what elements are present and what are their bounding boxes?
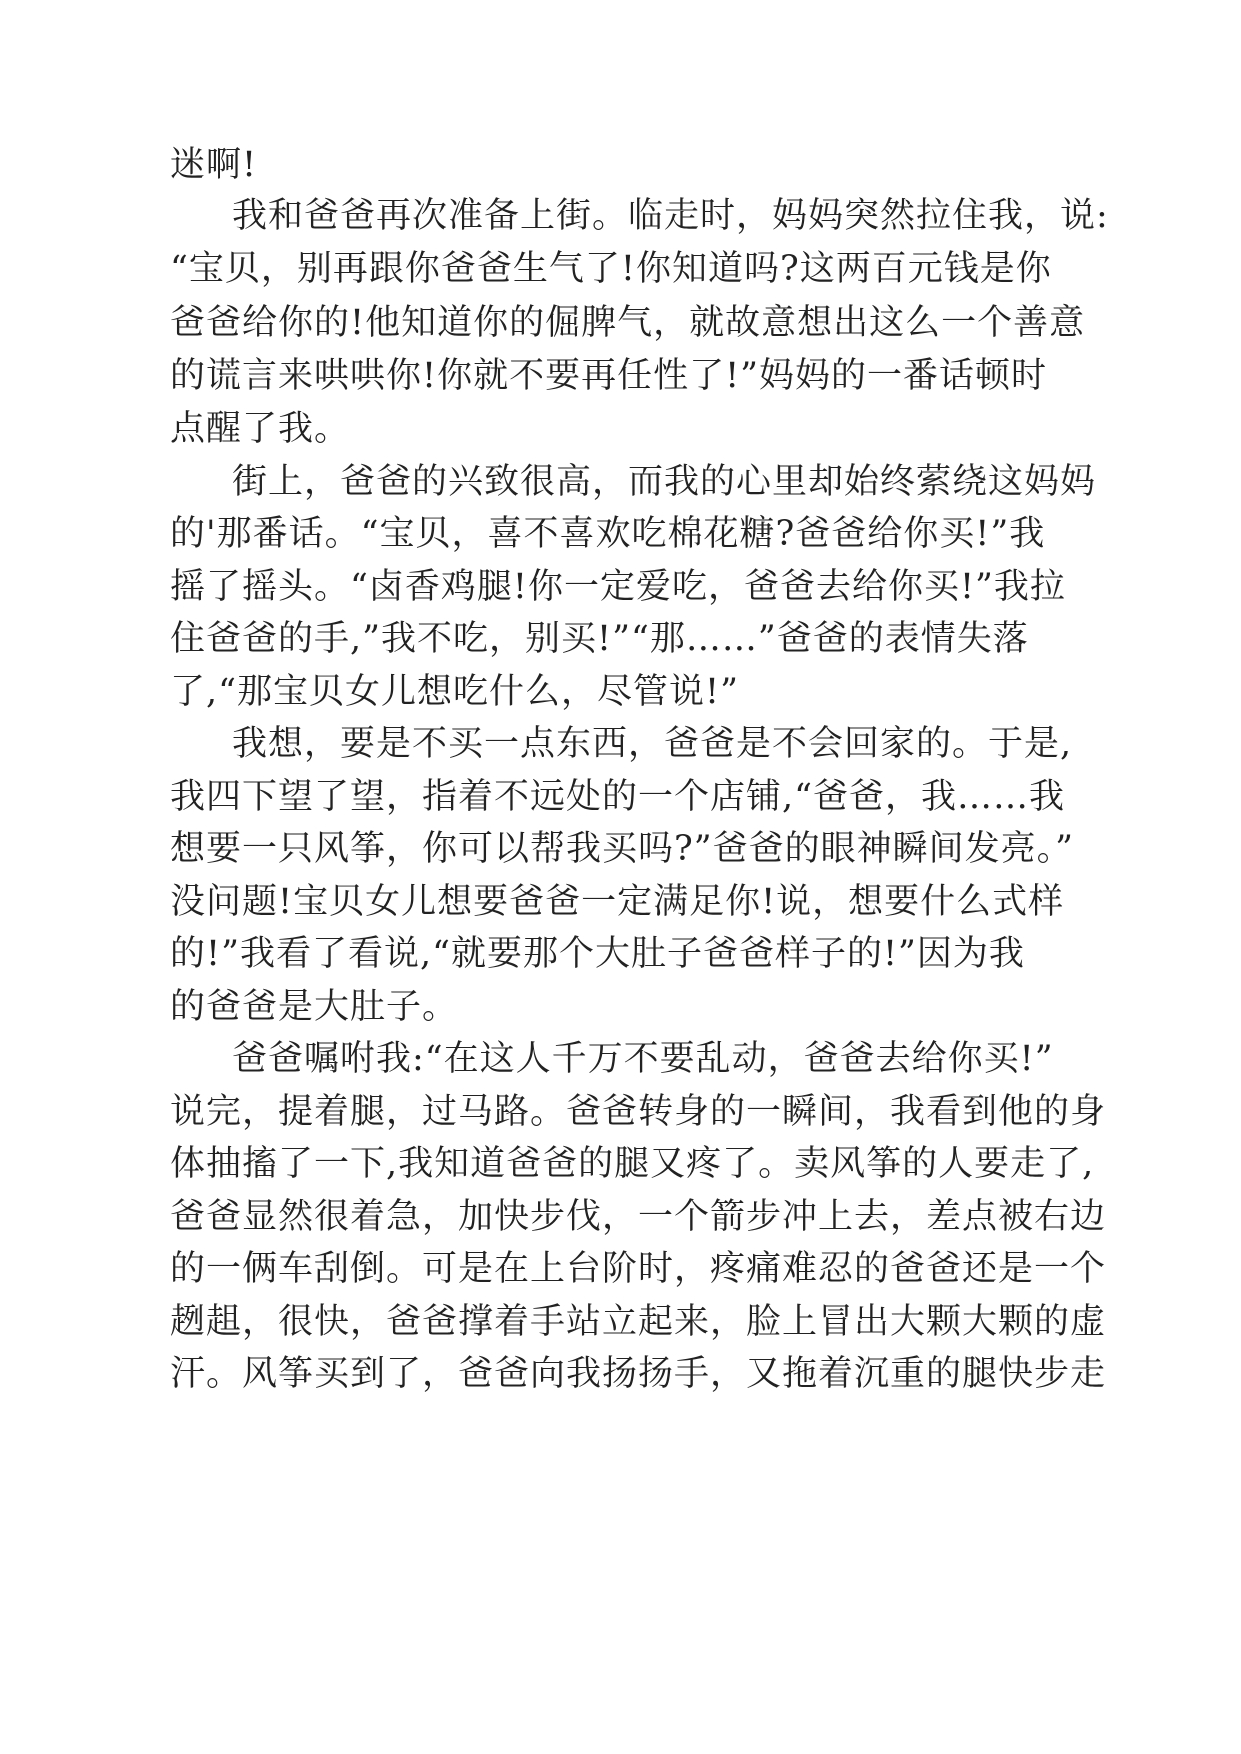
paragraph-first-line: 我想，要是不买一点东西，爸爸是不会回家的。于是, — [232, 724, 1073, 764]
text-line: 汗。风筝买到了，爸爸向我扬扬手，又拖着沉重的腿快步走 — [170, 1354, 1107, 1394]
text-line: 的'那番话。“宝贝，喜不喜欢吃棉花糖?爸爸给你买!”我 — [170, 514, 1046, 554]
text-line: 的爸爸是大肚子。 — [170, 987, 459, 1027]
text-line: 点醒了我。 — [170, 409, 351, 449]
text-line: 的一俩车刮倒。可是在上台阶时，疼痛难忍的爸爸还是一个 — [170, 1249, 1107, 1289]
text-line: 迷啊! — [170, 145, 258, 185]
text-line: 的!”我看了看说,“就要那个大肚子爸爸样子的!”因为我 — [170, 934, 1025, 974]
text-line: 趔趄，很快，爸爸撑着手站立起来，脸上冒出大颗大颗的虚 — [170, 1302, 1107, 1342]
text-line: 住爸爸的手,”我不吃，别买!”“那……”爸爸的表情失落 — [170, 619, 1029, 659]
text-line: 体抽搐了一下,我知道爸爸的腿又疼了。卖风筝的人要走了, — [170, 1144, 1095, 1184]
text-line: 的谎言来哄哄你!你就不要再任性了!”妈妈的一番话顿时 — [170, 356, 1048, 396]
text-line: 摇了摇头。“卤香鸡腿!你一定爱吃，爸爸去给你买!”我拉 — [170, 567, 1066, 607]
text-line: “宝贝，别再跟你爸爸生气了!你知道吗?这两百元钱是你 — [170, 249, 1052, 289]
paragraph-first-line: 爸爸嘱咐我:“在这人千万不要乱动，爸爸去给你买!” — [232, 1039, 1054, 1079]
text-line: 我四下望了望，指着不远处的一个店铺,“爸爸，我……我 — [170, 777, 1066, 817]
text-line: 爸爸显然很着急，加快步伐，一个箭步冲上去，差点被右边 — [170, 1197, 1107, 1237]
text-line: 想要一只风筝，你可以帮我买吗?”爸爸的眼神瞬间发亮。” — [170, 829, 1075, 869]
text-line: 爸爸给你的!他知道你的倔脾气，就故意想出这么一个善意 — [170, 303, 1086, 343]
text-line: 说完，提着腿，过马路。爸爸转身的一瞬间，我看到他的身 — [170, 1092, 1107, 1132]
text-line: 没问题!宝贝女儿想要爸爸一定满足你!说，想要什么式样 — [170, 882, 1065, 922]
text-line: 了,“那宝贝女儿想吃什么，尽管说!” — [170, 672, 739, 712]
paragraph-first-line: 街上，爸爸的兴致很高，而我的心里却始终萦绕这妈妈 — [232, 462, 1097, 502]
paragraph-first-line: 我和爸爸再次准备上街。临走时，妈妈突然拉住我，说: — [232, 196, 1109, 236]
